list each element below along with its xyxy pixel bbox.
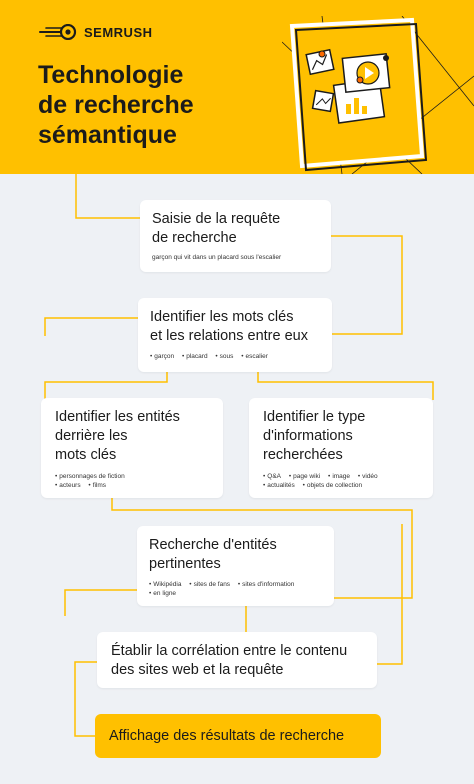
bullet-item: • films (88, 481, 106, 490)
step-title (111, 642, 363, 680)
step-identify-keywords (138, 298, 332, 372)
step-title (263, 408, 419, 465)
step-entity-search (137, 526, 334, 606)
header-banner (0, 0, 474, 174)
title-line: et les relations entre eux (150, 328, 308, 344)
title-line: des sites web et la requête (111, 662, 284, 678)
final-step-title: Affichage des résultats de recherche (109, 728, 345, 744)
step-title (152, 210, 319, 248)
bullet-item: • vidéo (358, 472, 378, 481)
title-line-1: Technologie (38, 61, 184, 89)
keyword-list (150, 352, 320, 361)
bullet-item: • sous (215, 352, 233, 361)
title-line-3: sémantique (38, 121, 177, 149)
fireball-icon (38, 24, 78, 40)
page-title (38, 60, 278, 150)
bullet-item: • sites de fans (189, 580, 230, 589)
step-title (150, 308, 320, 346)
title-line: Identifier les entités (55, 409, 180, 425)
query-example: garçon qui vit dans un placard sous l'escalier (152, 254, 282, 261)
step-query-input (140, 200, 331, 272)
bullet-item: • personnages de fiction (55, 472, 125, 481)
title-line: de recherche (152, 230, 237, 246)
bullet-item: • placard (182, 352, 208, 361)
title-line: Recherche d'entités (149, 537, 277, 553)
title-line: recherchées (263, 447, 343, 463)
title-line: pertinentes (149, 556, 221, 572)
title-line: Identifier les mots clés (150, 309, 294, 325)
step-display-results (95, 714, 381, 758)
bullet-item: • acteurs (55, 481, 81, 490)
entity-list (55, 472, 209, 490)
step-identify-info-type (249, 398, 433, 498)
step-identify-entities (41, 398, 223, 498)
info-type-list (263, 472, 419, 490)
bullet-item: • Q&A (263, 472, 281, 481)
title-line: mots clés (55, 447, 117, 463)
bullet-item: • garçon (150, 352, 174, 361)
bullet-item: • escalier (241, 352, 268, 361)
title-line: d'informations (263, 428, 353, 444)
corkboard-illustration (282, 16, 474, 174)
bullet-item: • sites d'information (238, 580, 294, 589)
bullet-item: • actualités (263, 481, 295, 490)
brand-logo[interactable] (38, 24, 153, 40)
bullet-item: • objets de collection (303, 481, 363, 490)
bullet-item: • Wikipédia (149, 580, 181, 589)
step-title (55, 408, 209, 465)
bullet-item: • en ligne (149, 589, 176, 598)
title-line-2: de recherche (38, 91, 194, 119)
step-correlation (97, 632, 377, 688)
title-line: Établir la corrélation entre le contenu (111, 643, 348, 659)
title-line: derrière les (55, 428, 128, 444)
title-line: Saisie de la requête (152, 211, 281, 227)
brand-name: SEMRUSH (84, 24, 153, 40)
bullet-item: • image (328, 472, 350, 481)
source-list (149, 580, 322, 598)
step-title (149, 536, 322, 574)
bullet-item: • page wiki (289, 472, 320, 481)
title-line: Identifier le type (263, 409, 366, 425)
